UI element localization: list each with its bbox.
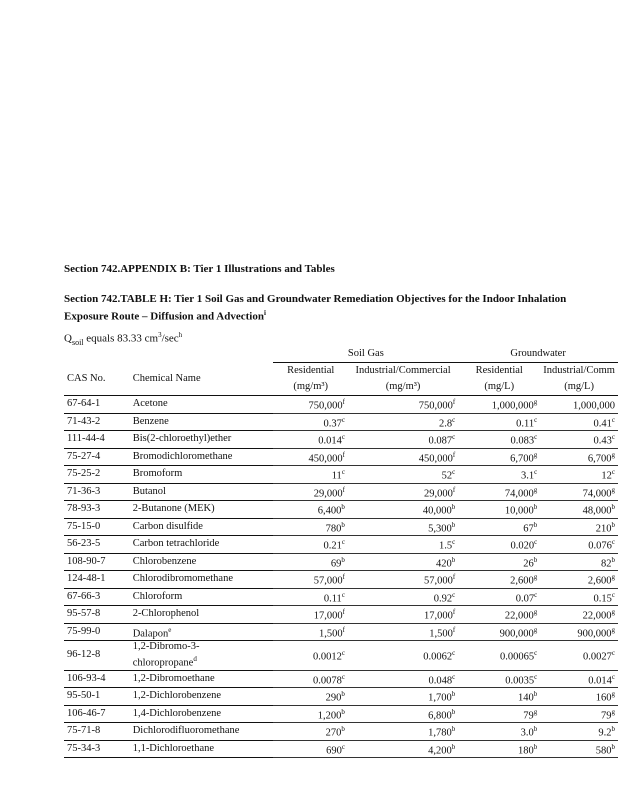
chemical-name: Benzene — [127, 413, 274, 431]
value-cell-4: 9.2$^b$ — [540, 723, 618, 741]
chemical-name: Bromodichloromethane — [127, 448, 274, 466]
value-cell-1: 1,500$^f$ — [273, 623, 347, 641]
ind-sg-header: Industrial/Commercial — [355, 365, 451, 376]
table-row — [64, 705, 618, 723]
ind-gw-header: Industrial/Comm — [543, 365, 615, 376]
value-cell-4: 0.41$^c$ — [540, 413, 618, 431]
value-cell-3: 0.020$^c$ — [458, 536, 540, 554]
table-title-footnote: i — [263, 309, 266, 317]
cas-number: 108-90-7 — [64, 553, 127, 571]
chemical-name: 2-Chlorophenol — [127, 606, 274, 624]
ind-gw-unit: (mg/L) — [540, 379, 618, 396]
table-title — [64, 292, 618, 324]
table-row — [64, 553, 618, 571]
value-cell-1: 690$^c$ — [273, 740, 347, 758]
value-cell-4: 160$^g$ — [540, 688, 618, 706]
cas-number: 106-46-7 — [64, 705, 127, 723]
value-cell-1: 17,000$^f$ — [273, 606, 347, 624]
value-cell-4: 580$^b$ — [540, 740, 618, 758]
cas-number: 67-64-1 — [64, 396, 127, 414]
value-cell-2: 2.8$^c$ — [348, 413, 458, 431]
value-cell-3: 26$^b$ — [458, 553, 540, 571]
value-cell-3: 3.0$^b$ — [458, 723, 540, 741]
value-cell-3: 0.083$^c$ — [458, 431, 540, 449]
value-cell-3: 140$^b$ — [458, 688, 540, 706]
value-cell-3: 74,000$^g$ — [458, 483, 540, 501]
header-group-row — [64, 346, 618, 363]
remediation-table — [64, 346, 618, 758]
value-cell-4: 6,700$^g$ — [540, 448, 618, 466]
value-cell-3: 3.1$^c$ — [458, 466, 540, 484]
table-row — [64, 536, 618, 554]
value-cell-2: 40,000$^b$ — [348, 501, 458, 519]
table-row — [64, 448, 618, 466]
value-cell-2: 450,000$^f$ — [348, 448, 458, 466]
value-cell-1: 0.21$^c$ — [273, 536, 347, 554]
value-cell-4: 900,000$^g$ — [540, 623, 618, 641]
table-row — [64, 571, 618, 589]
ind-sg-unit: (mg/m³) — [348, 379, 458, 396]
chemical-name: 1,2-Dibromo-3- chloropropane$^d$ — [127, 641, 274, 671]
value-cell-4: 12$^c$ — [540, 466, 618, 484]
chemical-name: Bromoform — [127, 466, 274, 484]
value-cell-1: 290$^b$ — [273, 688, 347, 706]
table-row — [64, 641, 618, 671]
value-cell-4: 22,000$^g$ — [540, 606, 618, 624]
value-cell-2: 17,000$^f$ — [348, 606, 458, 624]
table-title-line2: Exposure Route – Diffusion and Advection — [64, 310, 264, 323]
value-cell-4: 0.43$^c$ — [540, 431, 618, 449]
cas-number: 95-50-1 — [64, 688, 127, 706]
value-cell-2: 5,300$^b$ — [348, 518, 458, 536]
value-cell-1: 0.014$^c$ — [273, 431, 347, 449]
groundwater-header: Groundwater — [458, 346, 618, 363]
header-row — [64, 363, 618, 380]
value-cell-2: 1.5$^c$ — [348, 536, 458, 554]
value-cell-1: 270$^b$ — [273, 723, 347, 741]
value-cell-1: 780$^b$ — [273, 518, 347, 536]
value-cell-3: 0.11$^c$ — [458, 413, 540, 431]
value-cell-4: 0.0027$^c$ — [540, 641, 618, 671]
cas-number: 75-34-3 — [64, 740, 127, 758]
value-cell-1: 750,000$^f$ — [273, 396, 347, 414]
cas-number: 75-99-0 — [64, 623, 127, 641]
value-cell-1: 11$^c$ — [273, 466, 347, 484]
table-row — [64, 740, 618, 758]
chemical-header: Chemical Name — [127, 363, 274, 396]
chemical-name: Carbon disulfide — [127, 518, 274, 536]
soil-gas-header: Soil Gas — [273, 346, 458, 363]
table-row — [64, 606, 618, 624]
value-cell-2: 4,200$^b$ — [348, 740, 458, 758]
cas-number: 67-66-3 — [64, 588, 127, 606]
cas-header: CAS No. — [64, 363, 127, 396]
value-cell-3: 67$^b$ — [458, 518, 540, 536]
value-cell-3: 0.00065$^c$ — [458, 641, 540, 671]
chemical-name: Butanol — [127, 483, 274, 501]
table-row — [64, 413, 618, 431]
value-cell-2: 420$^b$ — [348, 553, 458, 571]
cas-number: 96-12-8 — [64, 641, 127, 671]
value-cell-1: 1,200$^b$ — [273, 705, 347, 723]
chemical-name: Dalapon$^e$ — [127, 623, 274, 641]
chemical-name: 1,2-Dibromoethane — [127, 670, 274, 688]
value-cell-2: 0.0062$^c$ — [348, 641, 458, 671]
value-cell-1: 29,000$^f$ — [273, 483, 347, 501]
value-cell-3: 0.0035$^c$ — [458, 670, 540, 688]
cas-number: 75-71-8 — [64, 723, 127, 741]
table-row — [64, 688, 618, 706]
value-cell-2: 29,000$^f$ — [348, 483, 458, 501]
value-cell-2: 750,000$^f$ — [348, 396, 458, 414]
qsoil-note: $Q_{soil}$ equals 83.33 $cm^3/\sec^h$ — [64, 331, 183, 347]
res-sg-unit: (mg/m³) — [273, 379, 347, 396]
value-cell-2: 57,000$^f$ — [348, 571, 458, 589]
value-cell-1: 57,000$^f$ — [273, 571, 347, 589]
value-cell-1: 450,000$^f$ — [273, 448, 347, 466]
table-row — [64, 623, 618, 641]
value-cell-3: 79$^g$ — [458, 705, 540, 723]
chemical-name: 2-Butanone (MEK) — [127, 501, 274, 519]
value-cell-3: 0.07$^c$ — [458, 588, 540, 606]
value-cell-2: 52$^c$ — [348, 466, 458, 484]
value-cell-4: 210$^b$ — [540, 518, 618, 536]
table-row — [64, 670, 618, 688]
value-cell-2: 1,780$^b$ — [348, 723, 458, 741]
value-cell-4: 0.014$^c$ — [540, 670, 618, 688]
cas-number: 106-93-4 — [64, 670, 127, 688]
cas-number: 75-25-2 — [64, 466, 127, 484]
value-cell-1: 0.11$^c$ — [273, 588, 347, 606]
res-sg-header: Residential — [287, 365, 335, 376]
chemical-name: Bis(2-chloroethyl)ether — [127, 431, 274, 449]
cas-number: 95-57-8 — [64, 606, 127, 624]
res-gw-header: Residential — [475, 365, 523, 376]
table-row — [64, 588, 618, 606]
cas-number: 111-44-4 — [64, 431, 127, 449]
value-cell-2: 0.048$^c$ — [348, 670, 458, 688]
section-title: Section 742.APPENDIX B: Tier 1 Illustrations and Tables — [64, 263, 335, 275]
value-cell-2: 1,700$^b$ — [348, 688, 458, 706]
chemical-name: Carbon tetrachloride — [127, 536, 274, 554]
value-cell-4: 79$^g$ — [540, 705, 618, 723]
value-cell-3: 180$^b$ — [458, 740, 540, 758]
cas-number: 71-43-2 — [64, 413, 127, 431]
value-cell-4: 0.076$^c$ — [540, 536, 618, 554]
table-row — [64, 483, 618, 501]
chemical-name: 1,1-Dichloroethane — [127, 740, 274, 758]
value-cell-2: 0.087$^c$ — [348, 431, 458, 449]
value-cell-2: 6,800$^b$ — [348, 705, 458, 723]
value-cell-4: 74,000$^g$ — [540, 483, 618, 501]
value-cell-1: 0.37$^c$ — [273, 413, 347, 431]
value-cell-2: 1,500$^f$ — [348, 623, 458, 641]
cas-number: 78-93-3 — [64, 501, 127, 519]
value-cell-3: 6,700$^g$ — [458, 448, 540, 466]
chemical-name: 1,4-Dichlorobenzene — [127, 705, 274, 723]
chemical-name: Chloroform — [127, 588, 274, 606]
chemical-name: Dichlorodifluoromethane — [127, 723, 274, 741]
value-cell-1: 0.0012$^c$ — [273, 641, 347, 671]
table-title-line1: Section 742.TABLE H: Tier 1 Soil Gas and Groundwater Remediation Objectives for the Indoor Inhalation — [64, 293, 567, 305]
cas-number: 56-23-5 — [64, 536, 127, 554]
value-cell-2: 0.92$^c$ — [348, 588, 458, 606]
value-cell-4: 1,000,000 — [540, 396, 618, 414]
chemical-name: 1,2-Dichlorobenzene — [127, 688, 274, 706]
value-cell-3: 22,000$^g$ — [458, 606, 540, 624]
table-row — [64, 431, 618, 449]
chemical-name: Chlorobenzene — [127, 553, 274, 571]
cas-number: 124-48-1 — [64, 571, 127, 589]
chemical-name: Acetone — [127, 396, 274, 414]
value-cell-1: 6,400$^b$ — [273, 501, 347, 519]
cas-number: 75-27-4 — [64, 448, 127, 466]
table-row — [64, 501, 618, 519]
value-cell-4: 2,600$^g$ — [540, 571, 618, 589]
table-row — [64, 396, 618, 414]
value-cell-1: 0.0078$^c$ — [273, 670, 347, 688]
chemical-name: Chlorodibromomethane — [127, 571, 274, 589]
value-cell-3: 1,000,000$^g$ — [458, 396, 540, 414]
value-cell-4: 0.15$^c$ — [540, 588, 618, 606]
value-cell-4: 48,000$^b$ — [540, 501, 618, 519]
cas-number: 75-15-0 — [64, 518, 127, 536]
table-row — [64, 723, 618, 741]
value-cell-1: 69$^b$ — [273, 553, 347, 571]
cas-number: 71-36-3 — [64, 483, 127, 501]
table-row — [64, 518, 618, 536]
value-cell-3: 2,600$^g$ — [458, 571, 540, 589]
res-gw-unit: (mg/L) — [458, 379, 540, 396]
value-cell-3: 10,000$^b$ — [458, 501, 540, 519]
value-cell-3: 900,000$^g$ — [458, 623, 540, 641]
table-row — [64, 466, 618, 484]
value-cell-4: 82$^b$ — [540, 553, 618, 571]
